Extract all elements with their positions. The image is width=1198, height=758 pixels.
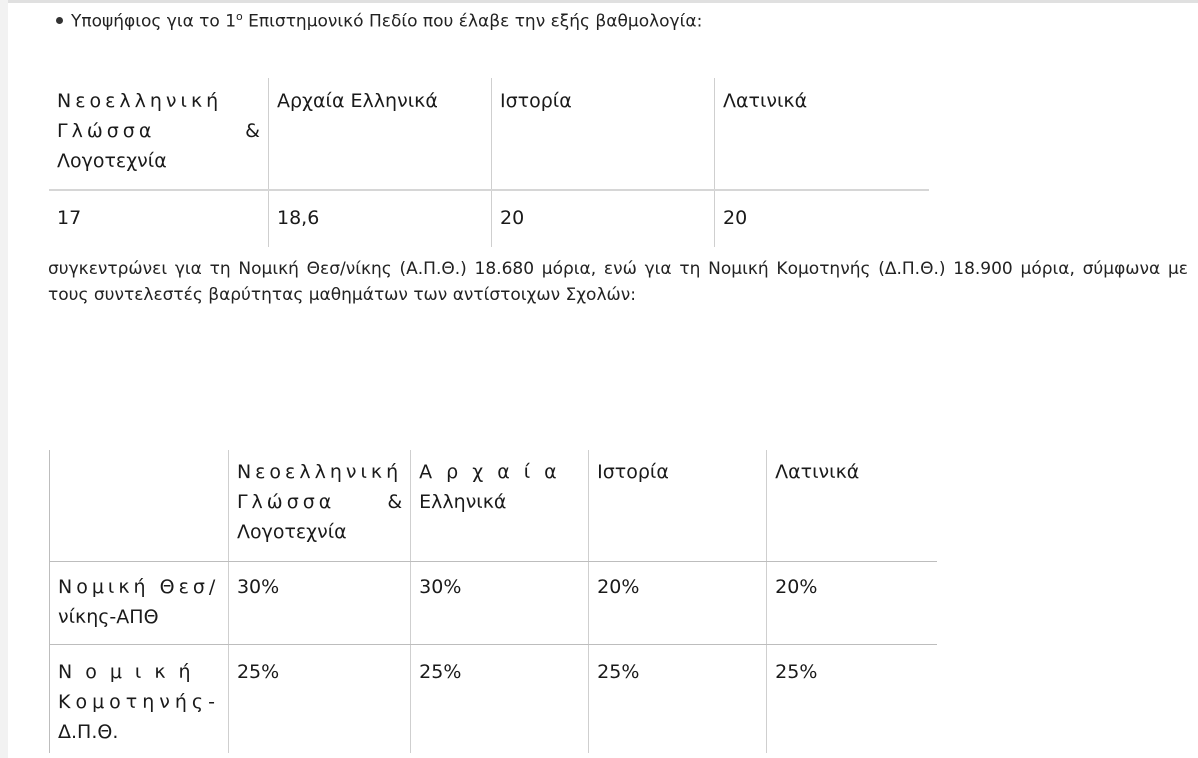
weights-header-cell: Ιστορία [589,450,767,562]
header-ampersand: & [387,491,403,513]
grades-value-row [49,190,929,247]
weights-row [50,562,938,645]
header-word-1: Νεοελληνική [57,90,223,112]
row-label-line-1: Νομική Θεσ/ [58,576,220,598]
weights-row-label [50,562,229,645]
grades-header-cell: Αρχαία Ελληνικά [269,78,492,190]
weights-value-cell: 25% [589,645,767,754]
grades-table [49,78,929,247]
header-ampersand: & [245,120,260,142]
weights-corner-cell [50,450,229,562]
bullet-text-end: Επιστημονικό Πεδίο που έλαβε την εξής βαθμολογία: [242,11,703,32]
header-word-1: Αρχαία [419,461,571,483]
weights-row [50,645,938,754]
weights-value-cell: 25% [411,645,589,754]
grades-value-cell: 20 [492,190,715,247]
weights-value-cell: 25% [228,645,410,754]
header-word-3: Λογοτεχνία [57,150,167,172]
grades-header-cell [49,78,269,190]
row-label-line-2: Κομοτηνής- [58,691,220,713]
header-word-2: Γλώσσα [57,120,156,142]
header-word-3: Λογοτεχνία [236,521,347,543]
left-margin-strip [0,0,8,758]
weights-value-cell: 20% [767,562,937,645]
bullet-superscript: ο [236,10,243,23]
row-label-line-3: Δ.Π.Θ. [58,721,119,743]
grades-header-row [49,78,929,190]
bullet-item [56,6,702,33]
weights-value-cell: 30% [228,562,410,645]
grades-header-cell: Λατινικά [715,78,930,190]
weights-value-cell: 30% [411,562,589,645]
header-word-1: Νεοελληνική [236,461,403,483]
weights-header-cell [411,450,589,562]
grades-value-cell: 17 [57,207,82,229]
weights-header-row [50,450,938,562]
header-word-2: Γλώσσα [236,491,336,513]
weights-value-cell: 20% [589,562,767,645]
weights-table [49,450,937,753]
weights-value-cell: 25% [767,645,937,754]
bullet-icon [56,17,63,24]
header-word-2: Ελληνικά [419,491,507,513]
weights-header-cell [228,450,410,562]
grades-header-cell: Ιστορία [492,78,715,190]
body-paragraph: συγκεντρώνει για τη Νομική Θεσ/νίκης (Α.Π.Θ.) 18.680 μόρια, ενώ για τη Νομική Κομοτηνής (Δ.Π.Θ.) 18.900 μόρια, σύμφωνα με τους συντελεστές βαρύτητας μαθημάτων των αντίστοιχων Σχολών: [48,259,1188,305]
row-label-line-1: Νομική [58,661,204,683]
top-border [0,0,1198,3]
row-label-line-2: νίκης-ΑΠΘ [58,606,159,628]
grades-value-cell: 20 [715,190,930,247]
bullet-text-start: Υποψήφιος για το 1 [71,11,237,32]
weights-header-cell: Λατινικά [767,450,937,562]
weights-row-label [50,645,229,754]
grades-value-cell: 18,6 [269,190,492,247]
